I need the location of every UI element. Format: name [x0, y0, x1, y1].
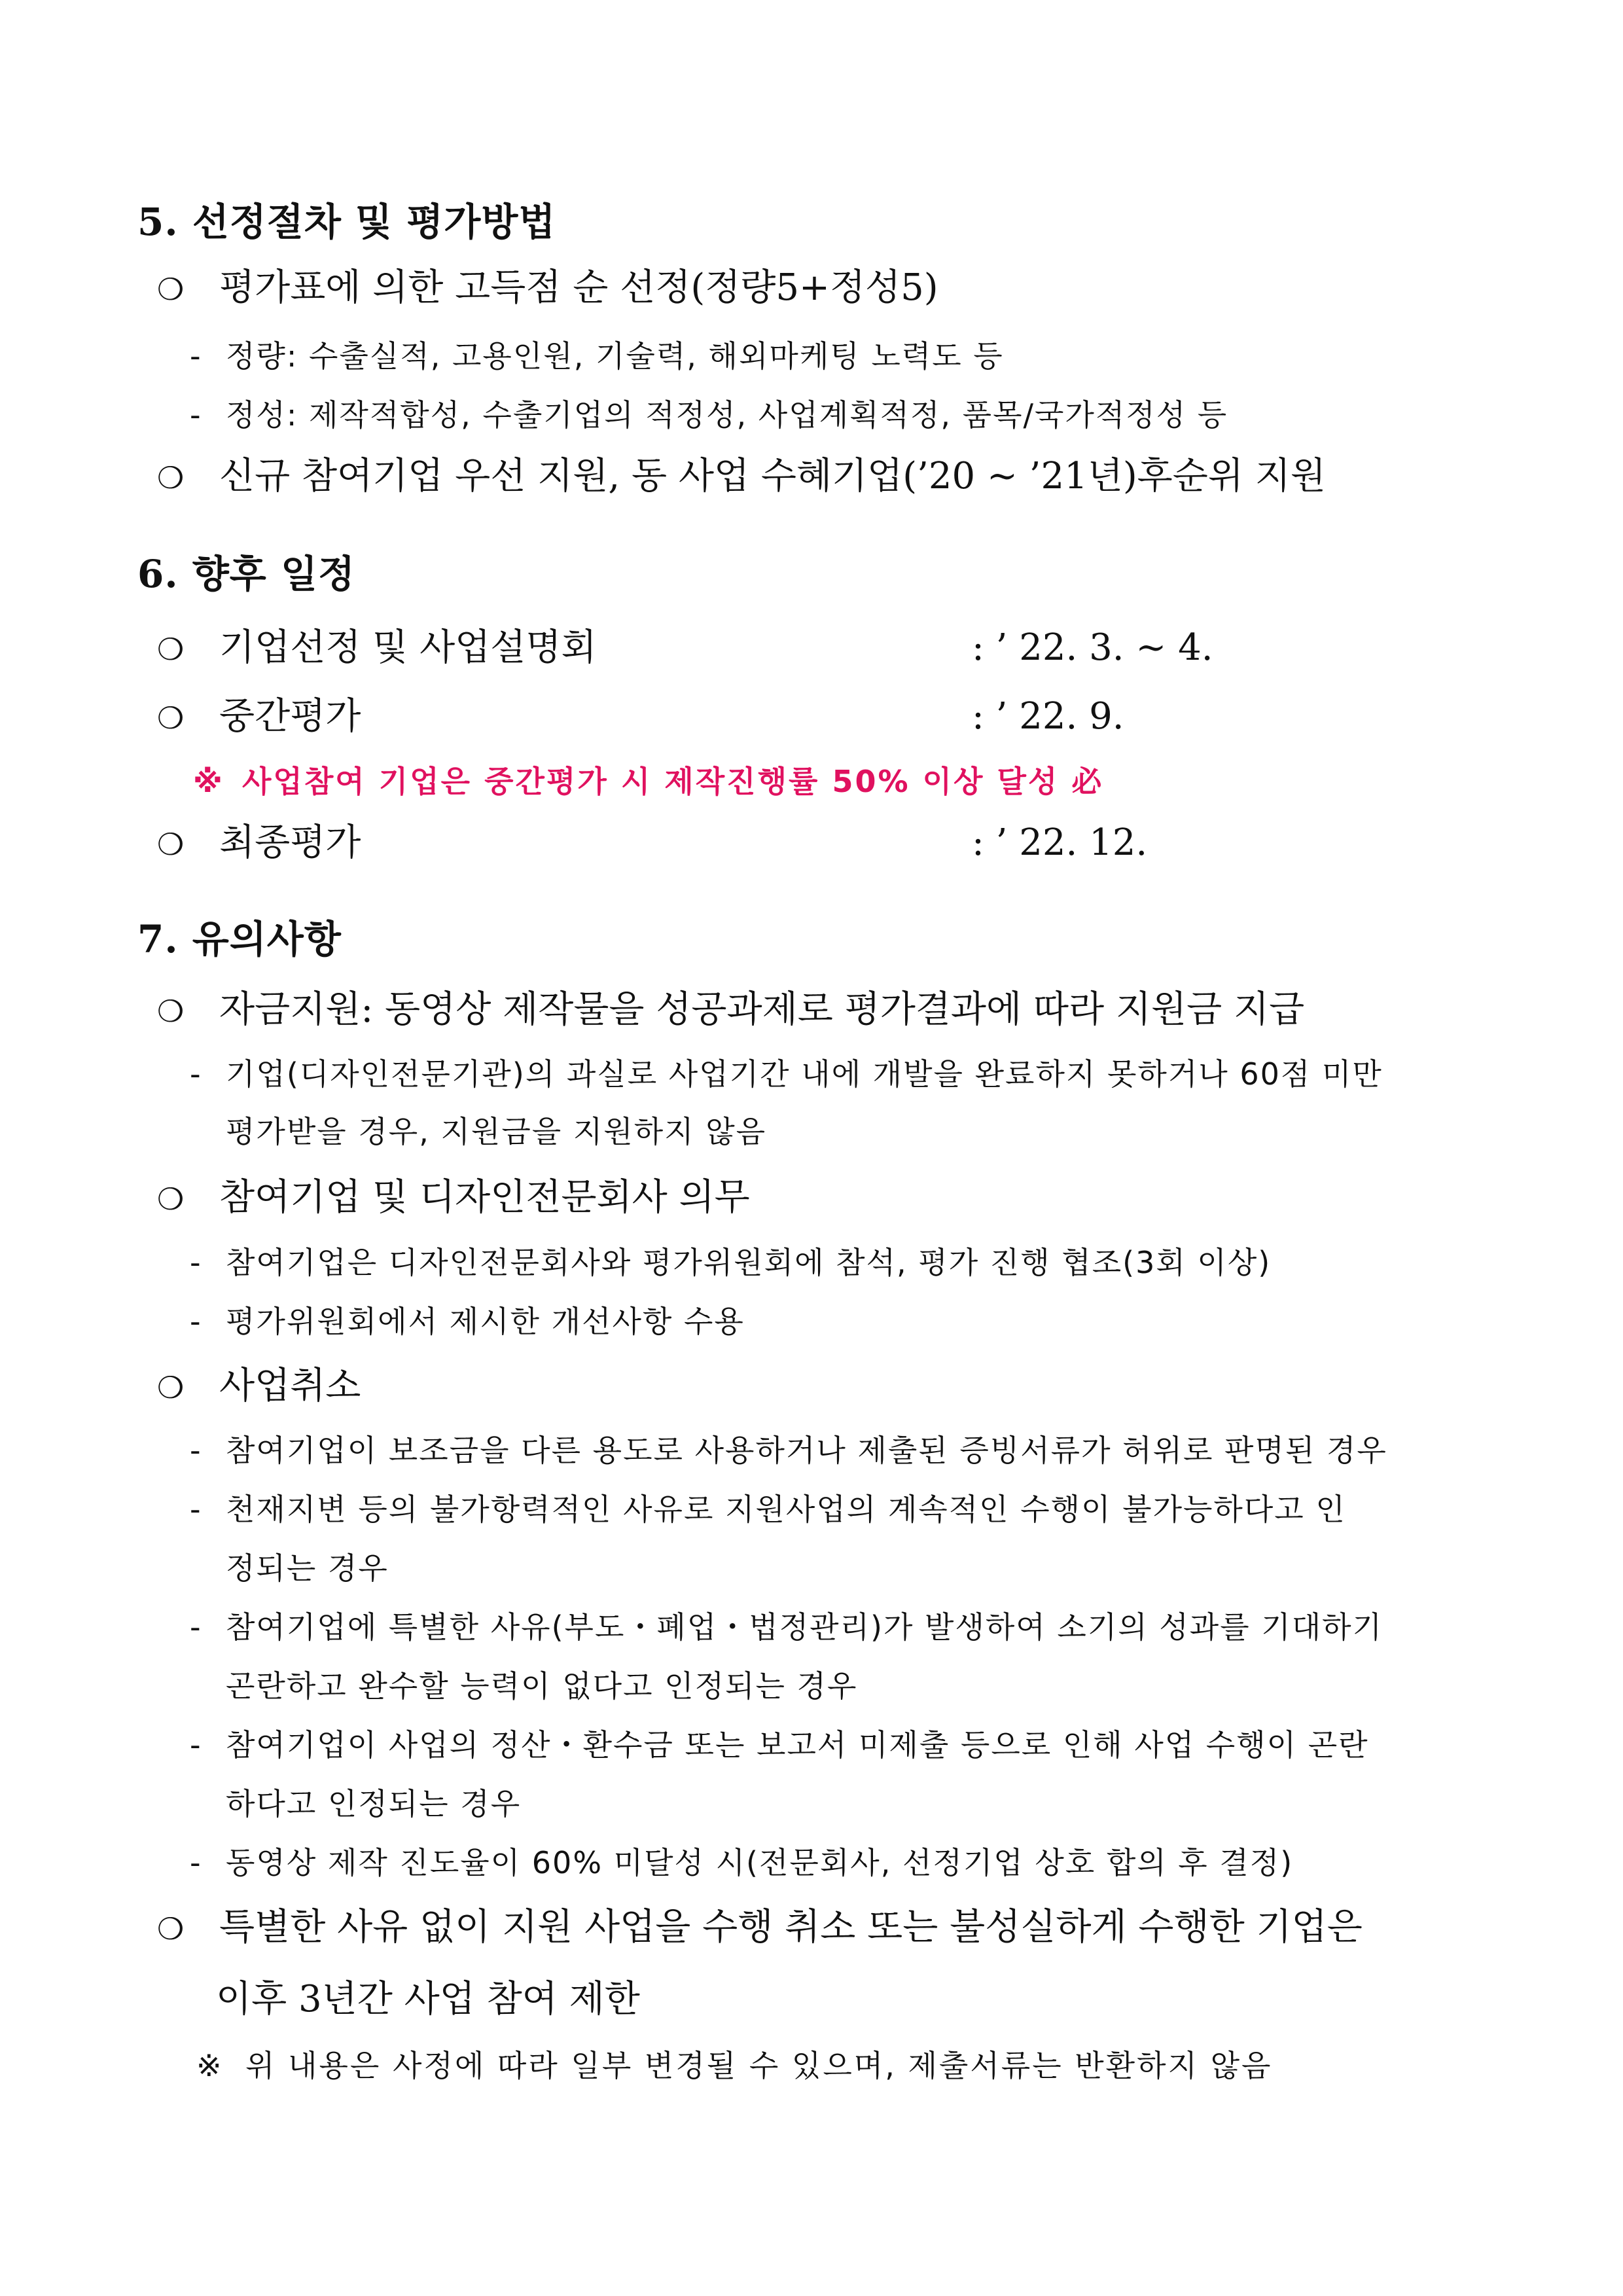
schedule-item	[157, 814, 1623, 866]
schedule-date: : ’ 22. 9.	[972, 695, 1124, 738]
bullet-item	[157, 980, 1623, 1033]
reference-mark: ※	[193, 764, 224, 799]
section-5-heading: 5. 선정절차 및 평가방법	[137, 200, 556, 244]
bullet-item	[157, 1898, 1623, 1950]
dash-item	[190, 332, 1623, 376]
bullet-text: 참여기업 및 디자인전문회사 의무	[219, 1176, 750, 1219]
dash-marker: -	[190, 1056, 202, 1092]
dash-text: 참여기업이 사업의 정산・환수금 또는 보고서 미제출 등으로 인해 사업 수행이 곤란	[226, 1727, 1369, 1763]
bullet-item	[157, 259, 1623, 311]
schedule-label: 기업선정 및 사업설명회	[219, 626, 597, 669]
circle-bullet-icon: ❍	[157, 994, 185, 1029]
dash-item	[190, 1427, 1623, 1470]
bullet-item	[157, 1357, 1623, 1409]
dash-continuation: 곤란하고 완수할 능력이 없다고 인정되는 경우	[226, 1668, 858, 1704]
dash-text: 천재지변 등의 불가항력적인 사유로 지원사업의 계속적인 수행이 불가능하다고 인	[226, 1492, 1346, 1527]
dash-item	[190, 1721, 1623, 1765]
schedule-label: 중간평가	[219, 695, 361, 738]
dash-marker: -	[190, 1727, 202, 1763]
reference-mark: ※	[196, 2048, 224, 2083]
circle-bullet-icon: ❍	[157, 460, 185, 495]
circle-bullet-icon: ❍	[157, 1911, 185, 1946]
dash-text: 정성: 제작적합성, 수출기업의 적정성, 사업계획적정, 품목/국가적정성 등	[226, 397, 1228, 433]
dash-text: 기업(디자인전문기관)의 과실로 사업기간 내에 개발을 완료하지 못하거나 60점 미만	[226, 1056, 1383, 1092]
bullet-text: 평가표에 의한 고득점 순 선정(정량5+정성5)	[219, 266, 938, 309]
dash-item	[190, 1486, 1623, 1529]
dash-marker: -	[190, 1433, 202, 1468]
section-7-heading: 7. 유의사항	[137, 917, 342, 961]
circle-bullet-icon: ❍	[157, 1181, 185, 1217]
note-text: 위 내용은 사정에 따라 일부 변경될 수 있으며, 제출서류는 반환하지 않음	[245, 2048, 1273, 2083]
schedule-item	[157, 619, 1623, 671]
bullet-item	[157, 1168, 1623, 1221]
bullet-continuation: 이후 3년간 사업 참여 제한	[216, 1978, 640, 2020]
dash-item	[190, 1239, 1623, 1282]
dash-marker: -	[190, 1304, 202, 1339]
dash-text: 평가위원회에서 제시한 개선사항 수용	[226, 1304, 745, 1339]
dash-marker: -	[190, 397, 202, 433]
bullet-text: 신규 참여기업 우선 지원, 동 사업 수혜기업(’20 ~ ’21년)후순위 지원	[219, 455, 1326, 497]
dash-text: 정량: 수출실적, 고용인원, 기술력, 해외마케팅 노력도 등	[226, 338, 1004, 374]
dash-text: 참여기업에 특별한 사유(부도・폐업・법정관리)가 발생하여 소기의 성과를 기대하기	[226, 1609, 1383, 1645]
dash-continuation: 평가받을 경우, 지원금을 지원하지 않음	[226, 1114, 767, 1149]
dash-marker: -	[190, 1609, 202, 1645]
schedule-date: : ’ 22. 3. ~ 4.	[972, 626, 1213, 669]
circle-bullet-icon: ❍	[157, 632, 185, 667]
dash-text: 참여기업은 디자인전문회사와 평가위원회에 참석, 평가 진행 협조(3회 이상)	[226, 1245, 1272, 1280]
dash-item	[190, 1839, 1623, 1882]
dash-text: 참여기업이 보조금을 다른 용도로 사용하거나 제출된 증빙서류가 허위로 판명된 경우	[226, 1433, 1387, 1468]
circle-bullet-icon: ❍	[157, 272, 185, 307]
dash-continuation: 정되는 경우	[226, 1551, 389, 1586]
schedule-label: 최종평가	[219, 821, 361, 864]
circle-bullet-icon: ❍	[157, 827, 185, 862]
dash-text: 동영상 제작 진도율이 60% 미달성 시(전문회사, 선정기업 상호 합의 후 결정)	[226, 1845, 1294, 1880]
schedule-date: : ’ 22. 12.	[972, 821, 1148, 864]
section-6-heading: 6. 향후 일정	[137, 552, 356, 596]
circle-bullet-icon: ❍	[157, 700, 185, 736]
dash-continuation: 하다고 인정되는 경우	[226, 1786, 522, 1821]
dash-item	[190, 1298, 1623, 1341]
bullet-text: 사업취소	[219, 1365, 361, 1407]
dash-item	[190, 391, 1623, 435]
dash-marker: -	[190, 1245, 202, 1280]
dash-marker: -	[190, 1845, 202, 1880]
bullet-text: 자금지원: 동영상 제작물을 성공과제로 평가결과에 따라 지원금 지급	[219, 988, 1305, 1031]
final-note	[196, 2042, 1623, 2085]
dash-item	[190, 1050, 1623, 1094]
dash-marker: -	[190, 338, 202, 374]
note-text: 사업참여 기업은 중간평가 시 제작진행률 50% 이상 달성 必	[242, 764, 1104, 799]
bullet-item	[157, 447, 1623, 499]
dash-item	[190, 1604, 1623, 1647]
midterm-requirement-note	[193, 758, 1623, 801]
bullet-text: 특별한 사유 없이 지원 사업을 수행 취소 또는 불성실하게 수행한 기업은	[219, 1906, 1363, 1948]
schedule-item	[157, 687, 1623, 740]
circle-bullet-icon: ❍	[157, 1370, 185, 1405]
dash-marker: -	[190, 1492, 202, 1527]
